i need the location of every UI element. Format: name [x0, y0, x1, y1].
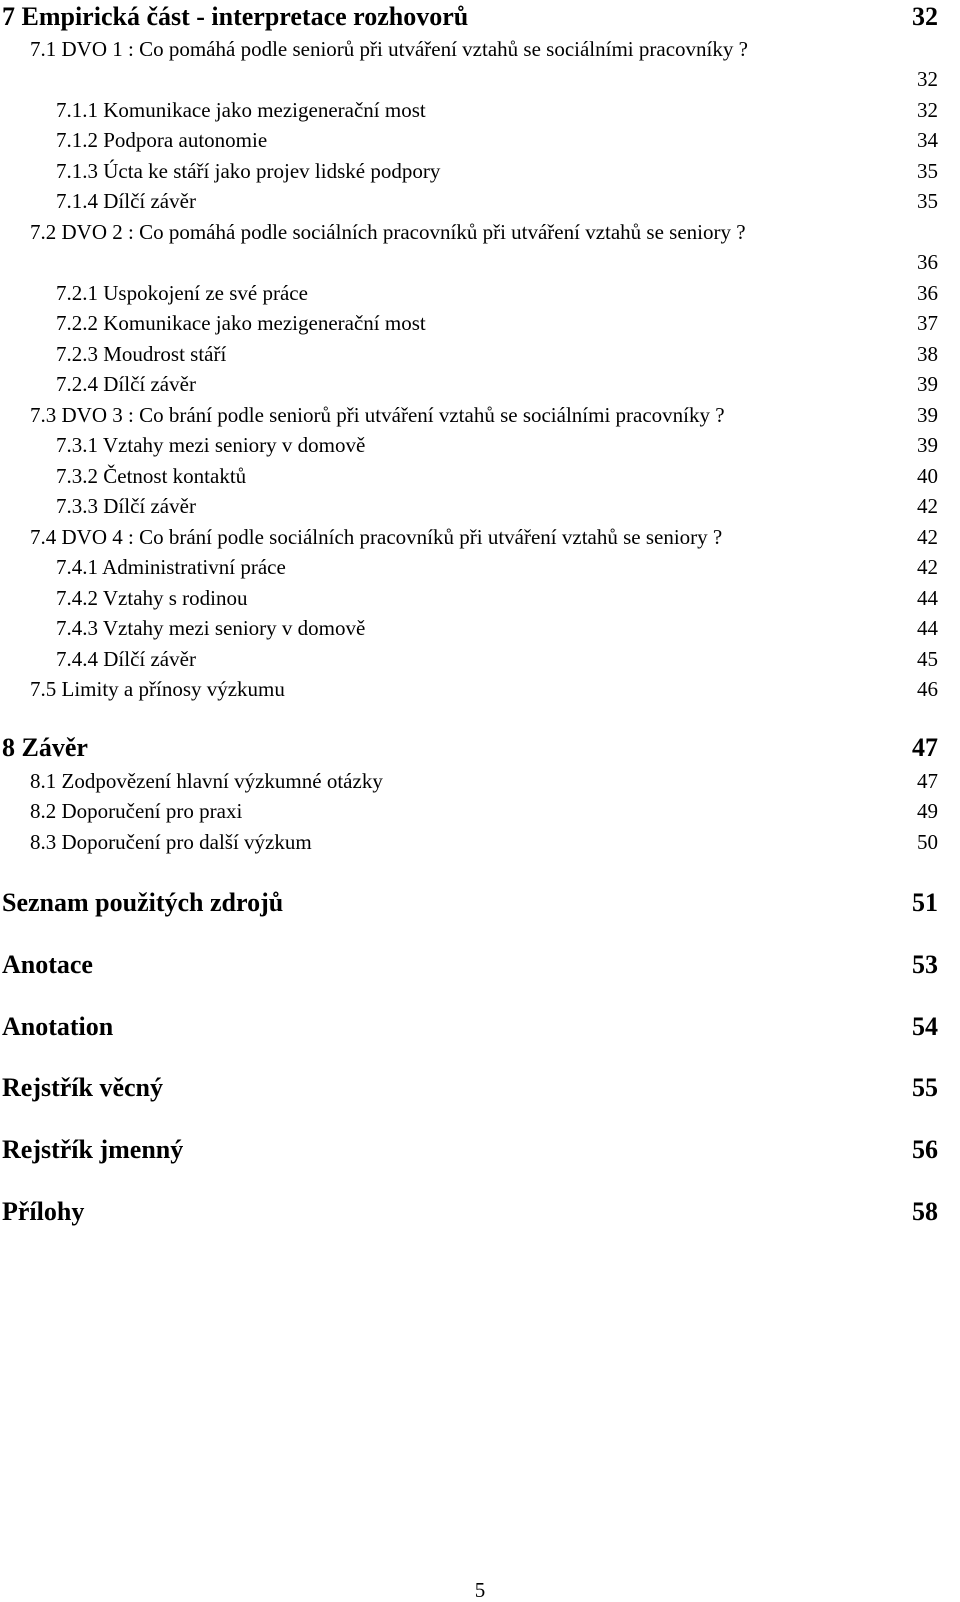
toc-entry-7-4-1[interactable]	[0, 554, 960, 580]
page-number: 5	[474, 1578, 486, 1602]
toc-entry-label: Přílohy	[2, 1197, 85, 1226]
toc-entry-label: Anotation	[2, 1012, 114, 1041]
toc-entry-page: 55	[912, 1073, 938, 1102]
toc-entry-label: 8.1 Zodpovězení hlavní výzkumné otázky	[30, 769, 383, 793]
toc-entry-page: 39	[917, 372, 938, 396]
toc-entry-page: 34	[917, 128, 938, 152]
toc-entry-page: 37	[917, 311, 938, 335]
toc-entry-7-3-2[interactable]	[0, 463, 960, 489]
toc-entry-page: 45	[917, 647, 938, 671]
toc-entry-7-2-4[interactable]	[0, 371, 960, 397]
toc-entry-label: 7.4.4 Dílčí závěr	[56, 647, 196, 671]
toc-entry-7-2-2[interactable]	[0, 310, 960, 336]
toc-entry-chapter-8[interactable]	[0, 733, 960, 763]
toc-entry-label: 7.4.2 Vztahy s rodinou	[56, 586, 248, 610]
toc-entry-page: 42	[917, 494, 938, 518]
toc-entry-label: 7.4.1 Administrativní práce	[56, 555, 286, 579]
toc-entry-label: 7.4.3 Vztahy mezi seniory v domově	[56, 616, 366, 640]
toc-entry-page: 40	[917, 464, 938, 488]
toc-entry-page: 39	[917, 433, 938, 457]
toc-entry-page: 58	[912, 1197, 938, 1226]
toc-entry-page: 49	[917, 799, 938, 823]
toc-entry-page: 54	[912, 1012, 938, 1041]
toc-entry-page: 47	[912, 733, 938, 762]
toc-entry-page: 50	[917, 830, 938, 854]
toc-entry-label: 7.2 DVO 2 : Co pomáhá podle sociálních pracovníků při utváření vztahů se seniory ?	[30, 220, 746, 244]
toc-entry-page: 32	[917, 67, 938, 91]
toc-entry-label: 7.2.4 Dílčí závěr	[56, 372, 196, 396]
toc-entry-label: Rejstřík věcný	[2, 1073, 164, 1102]
toc-entry-7-1[interactable]	[0, 36, 960, 62]
toc-entry-appendices[interactable]	[0, 1196, 960, 1228]
toc-entry-label: 7 Empirická část - interpretace rozhovorů	[2, 2, 469, 31]
toc-entry-label: 8 Závěr	[2, 733, 88, 762]
toc-entry-7-4-3[interactable]	[0, 615, 960, 641]
toc-entry-label: 7.1.4 Dílčí závěr	[56, 189, 196, 213]
toc-entry-label: 7.1.3 Úcta ke stáří jako projev lidské podpory	[56, 159, 441, 183]
toc-entry-7-3-1[interactable]	[0, 432, 960, 458]
toc-entry-7-3-3[interactable]	[0, 493, 960, 519]
toc-entry-page: 53	[912, 950, 938, 979]
toc-entry-8-1[interactable]	[0, 768, 960, 794]
toc-entry-anotace[interactable]	[0, 949, 960, 981]
toc-entry-page: 38	[917, 342, 938, 366]
toc-entry-label: 7.2.3 Moudrost stáří	[56, 342, 227, 366]
toc-entry-label: 7.5 Limity a přínosy výzkumu	[30, 677, 285, 701]
toc-entry-label: 7.1.1 Komunikace jako mezigenerační most	[56, 98, 426, 122]
toc-entry-label: 7.3.2 Četnost kontaktů	[56, 464, 247, 488]
toc-entry-8-3[interactable]	[0, 829, 960, 855]
toc-entry-label: 8.3 Doporučení pro další výzkum	[30, 830, 312, 854]
toc-entry-page: 44	[917, 586, 938, 610]
toc-entry-8-2[interactable]	[0, 798, 960, 824]
toc-entry-label: 7.1 DVO 1 : Co pomáhá podle seniorů při utváření vztahů se sociálními pracovníky ?	[30, 37, 748, 61]
toc-entry-label: 8.2 Doporučení pro praxi	[30, 799, 243, 823]
toc-entry-7-1-2[interactable]	[0, 127, 960, 153]
toc-entry-7-4-4[interactable]	[0, 646, 960, 672]
toc-entry-page: 44	[917, 616, 938, 640]
toc-entry-page: 56	[912, 1135, 938, 1164]
toc-entry-7-1-4[interactable]	[0, 188, 960, 214]
toc-entry-page: 47	[917, 769, 938, 793]
toc-entry-subject-index[interactable]	[0, 1072, 960, 1104]
toc-entry-7-2-1[interactable]	[0, 280, 960, 306]
toc-entry-page: 35	[917, 159, 938, 183]
toc-entry-7-3[interactable]	[0, 402, 960, 428]
toc-entry-label: 7.1.2 Podpora autonomie	[56, 128, 268, 152]
toc-entry-7-1-1[interactable]	[0, 97, 960, 123]
toc-entry-page: 46	[917, 677, 938, 701]
toc-entry-label: Rejstřík jmenný	[2, 1135, 184, 1164]
toc-entry-7-1-3[interactable]	[0, 158, 960, 184]
toc-entry-label: 7.3 DVO 3 : Co brání podle seniorů při utváření vztahů se sociálními pracovníky ?	[30, 403, 725, 427]
toc-entry-label: 7.2.1 Uspokojení ze své práce	[56, 281, 308, 305]
toc-entry-7-2[interactable]	[0, 219, 960, 245]
toc-entry-7-4[interactable]	[0, 524, 960, 550]
toc-entry-label: 7.4 DVO 4 : Co brání podle sociálních pracovníků při utváření vztahů se seniory ?	[30, 525, 723, 549]
toc-entry-label: 7.2.2 Komunikace jako mezigenerační most	[56, 311, 426, 335]
toc-entry-page: 36	[917, 250, 938, 274]
toc-entry-7-4-2[interactable]	[0, 585, 960, 611]
toc-entry-label: Anotace	[2, 950, 93, 979]
toc-entry-page: 42	[917, 525, 938, 549]
toc-entry-page: 32	[917, 98, 938, 122]
toc-entry-label: Seznam použitých zdrojů	[2, 888, 284, 917]
toc-entry-label: 7.3.3 Dílčí závěr	[56, 494, 196, 518]
toc-entry-label: 7.3.1 Vztahy mezi seniory v domově	[56, 433, 366, 457]
toc-entry-page: 36	[917, 281, 938, 305]
toc-entry-page: 35	[917, 189, 938, 213]
toc-entry-page: 32	[912, 2, 938, 31]
toc-entry-page: 42	[917, 555, 938, 579]
toc-entry-name-index[interactable]	[0, 1134, 960, 1166]
toc-entry-chapter-7[interactable]	[0, 2, 960, 32]
toc-entry-page: 39	[917, 403, 938, 427]
toc-entry-7-5[interactable]	[0, 676, 960, 702]
toc-entry-7-2-3[interactable]	[0, 341, 960, 367]
toc-entry-anotation[interactable]	[0, 1011, 960, 1043]
toc-entry-page: 51	[912, 888, 938, 917]
toc-entry-sources[interactable]	[0, 887, 960, 919]
